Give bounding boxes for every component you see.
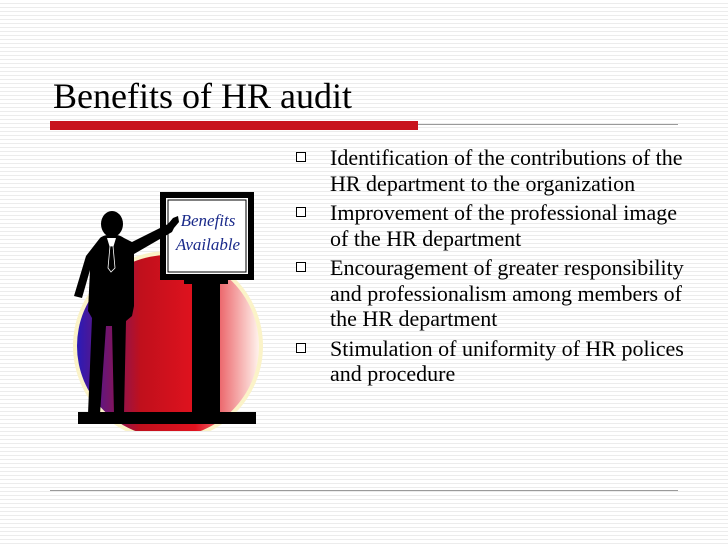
bullet-item (292, 145, 692, 196)
sign-text-benefits: Benefits (180, 211, 236, 230)
bullet-text: Identification of the contributions of the HR department to the organization (330, 145, 683, 196)
bullet-list (292, 145, 692, 391)
bullet-item (292, 255, 692, 332)
bullet-text: Stimulation of uniformity of HR polices and procedure (330, 335, 684, 386)
bullet-text: Encouragement of greater responsibility and professionalism among members of the HR department (330, 255, 684, 331)
businessman-pointing-at-sign-icon (60, 186, 280, 431)
title-underline-accent (50, 121, 418, 130)
slide-title: Benefits of HR audit (53, 76, 352, 116)
bullet-item (292, 336, 692, 387)
square-bullet-icon (296, 343, 306, 353)
sign-post (192, 282, 220, 414)
bullet-item (292, 200, 692, 251)
ground-bar (78, 412, 256, 424)
title-underline-rule (418, 124, 678, 125)
square-bullet-icon (296, 207, 306, 217)
sign-text-available: Available (175, 235, 241, 254)
bottom-rule (50, 490, 678, 491)
square-bullet-icon (296, 262, 306, 272)
square-bullet-icon (296, 152, 306, 162)
bullet-text: Improvement of the professional image of the HR department (330, 200, 678, 251)
